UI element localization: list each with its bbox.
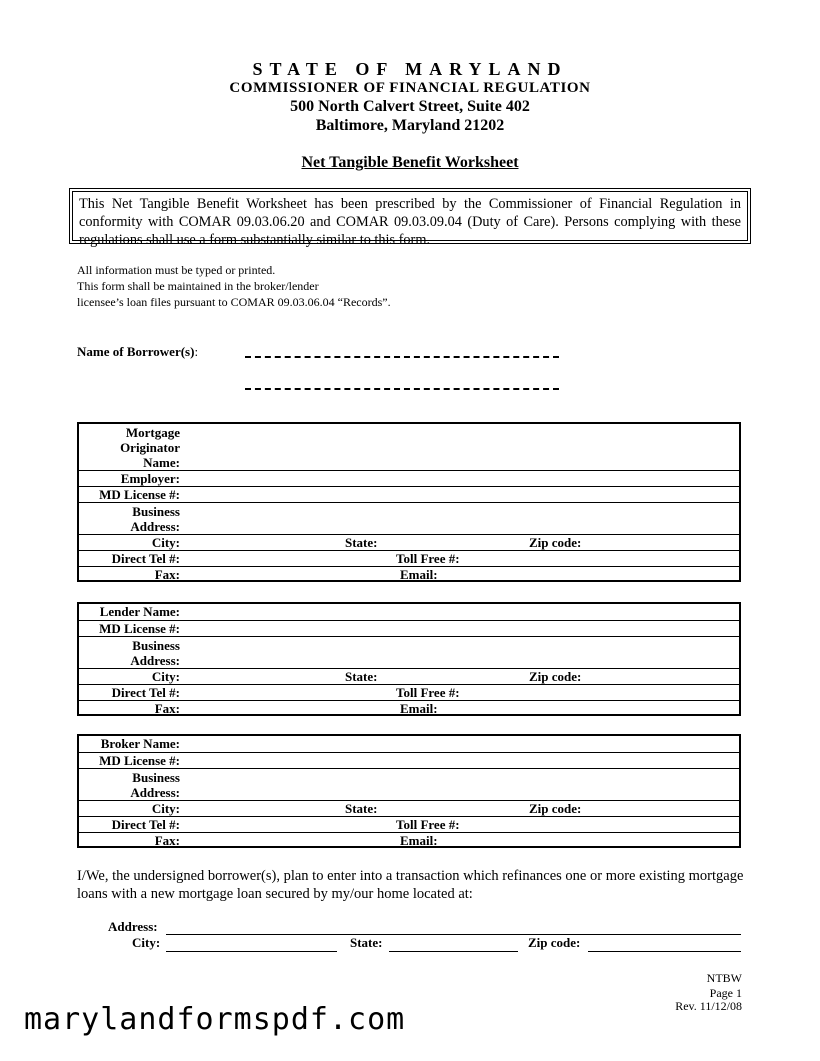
originator-email-label: Email: — [400, 567, 438, 582]
broker-address-label — [79, 770, 180, 800]
home-address-label: Address: — [108, 919, 158, 934]
borrower-name-label — [77, 344, 198, 360]
watermark-text: marylandformspdf.com — [24, 1002, 406, 1037]
originator-fax-row[interactable] — [79, 566, 739, 582]
lender-section — [77, 602, 741, 716]
page-number: Page 1 — [709, 986, 742, 1000]
lender-tel-row[interactable] — [79, 684, 739, 700]
lender-name-row[interactable] — [79, 604, 739, 619]
broker-fax-row[interactable] — [79, 832, 739, 848]
instruction-line: licensee’s loan files pursuant to COMAR 09.03.06.04 “Records”. — [77, 295, 391, 309]
originator-address-label-1: Business — [132, 504, 180, 519]
broker-address-label-1: Business — [132, 770, 180, 785]
originator-address-row[interactable] — [79, 502, 739, 534]
lender-state-label: State: — [345, 669, 378, 684]
state-heading: STATE OF MARYLAND — [252, 59, 568, 79]
lender-city-row[interactable] — [79, 668, 739, 684]
instruction-line: This form shall be maintained in the broker/lender — [77, 279, 319, 293]
form-title: Net Tangible Benefit Worksheet — [301, 154, 519, 171]
instruction-line: All information must be typed or printed. — [77, 263, 276, 277]
broker-city-row[interactable] — [79, 800, 739, 816]
broker-zip-label: Zip code: — [529, 801, 582, 816]
broker-address-row[interactable] — [79, 768, 739, 800]
city-heading: Baltimore, Maryland 21202 — [315, 117, 505, 134]
originator-tollfree-label: Toll Free #: — [396, 551, 460, 566]
lender-zip-label: Zip code: — [529, 669, 582, 684]
broker-name-label: Broker Name: — [100, 736, 180, 751]
originator-address-label — [79, 504, 180, 534]
originator-name-label — [79, 425, 180, 470]
lender-address-label-1: Business — [132, 638, 180, 653]
lender-address-label — [79, 638, 180, 668]
broker-email-label: Email: — [400, 833, 438, 848]
lender-fax-label: Fax: — [154, 701, 180, 716]
originator-name-label-1: Mortgage — [125, 425, 180, 440]
lender-email-label: Email: — [400, 701, 438, 716]
lender-tel-label: Direct Tel #: — [111, 685, 180, 700]
originator-name-label-3: Name: — [143, 455, 180, 470]
originator-tel-label: Direct Tel #: — [111, 551, 180, 566]
refinance-statement: I/We, the undersigned borrower(s), plan to enter into a transaction which refinances one or more existing mortgage loans with a new mortgage loan secured by my/our home located at: — [77, 868, 744, 902]
broker-section — [77, 734, 741, 848]
home-address-field[interactable] — [166, 934, 741, 935]
broker-tollfree-label: Toll Free #: — [396, 817, 460, 832]
originator-name-label-2: Originator — [120, 440, 180, 455]
originator-city-row[interactable] — [79, 534, 739, 550]
street-heading: 500 North Calvert Street, Suite 402 — [290, 98, 530, 115]
home-zip-field[interactable] — [588, 951, 741, 952]
originator-name-row[interactable] — [79, 424, 739, 470]
broker-city-label: City: — [151, 801, 180, 816]
broker-license-row[interactable] — [79, 752, 739, 768]
home-city-label: City: — [132, 935, 161, 950]
lender-name-label: Lender Name: — [99, 604, 180, 619]
originator-license-label: MD License #: — [99, 487, 180, 502]
originator-address-label-2: Address: — [130, 519, 180, 534]
lender-license-row[interactable] — [79, 620, 739, 636]
home-city-field[interactable] — [166, 951, 337, 952]
broker-name-row[interactable] — [79, 736, 739, 751]
lender-city-label: City: — [151, 669, 180, 684]
lender-address-label-2: Address: — [130, 653, 180, 668]
home-state-label: State: — [350, 935, 383, 950]
agency-heading: COMMISSIONER OF FINANCIAL REGULATION — [229, 80, 591, 96]
originator-fax-label: Fax: — [154, 567, 180, 582]
originator-zip-label: Zip code: — [529, 535, 582, 550]
borrower-name-field-1[interactable] — [245, 356, 559, 358]
lender-license-label: MD License #: — [99, 621, 180, 636]
lender-fax-row[interactable] — [79, 700, 739, 716]
broker-state-label: State: — [345, 801, 378, 816]
broker-fax-label: Fax: — [154, 833, 180, 848]
intro-text: This Net Tangible Benefit Worksheet has been prescribed by the Commissioner of Financial Regulation in conformity with COMAR 09.03.06.20 and COMAR 09.03.09.04 (Duty of Care). Persons complying with these regulations shall use a form substantially similar to this form. — [72, 191, 748, 241]
originator-tel-row[interactable] — [79, 550, 739, 566]
originator-state-label: State: — [345, 535, 378, 550]
originator-license-row[interactable] — [79, 486, 739, 502]
originator-city-label: City: — [151, 535, 180, 550]
home-state-field[interactable] — [389, 951, 518, 952]
broker-address-label-2: Address: — [130, 785, 180, 800]
form-code: NTBW — [706, 971, 742, 985]
employer-label: Employer: — [120, 471, 180, 486]
borrower-label-colon: : — [194, 344, 199, 359]
borrower-label-text: Name of Borrower(s) — [77, 344, 195, 359]
lender-address-row[interactable] — [79, 636, 739, 668]
broker-tel-row[interactable] — [79, 816, 739, 832]
home-zip-label: Zip code: — [528, 935, 581, 950]
originator-section — [77, 422, 741, 582]
revision-date: Rev. 11/12/08 — [675, 999, 742, 1013]
employer-row[interactable] — [79, 470, 739, 486]
borrower-name-field-2[interactable] — [245, 388, 559, 390]
lender-tollfree-label: Toll Free #: — [396, 685, 460, 700]
broker-license-label: MD License #: — [99, 753, 180, 768]
broker-tel-label: Direct Tel #: — [111, 817, 180, 832]
intro-box — [69, 188, 751, 248]
